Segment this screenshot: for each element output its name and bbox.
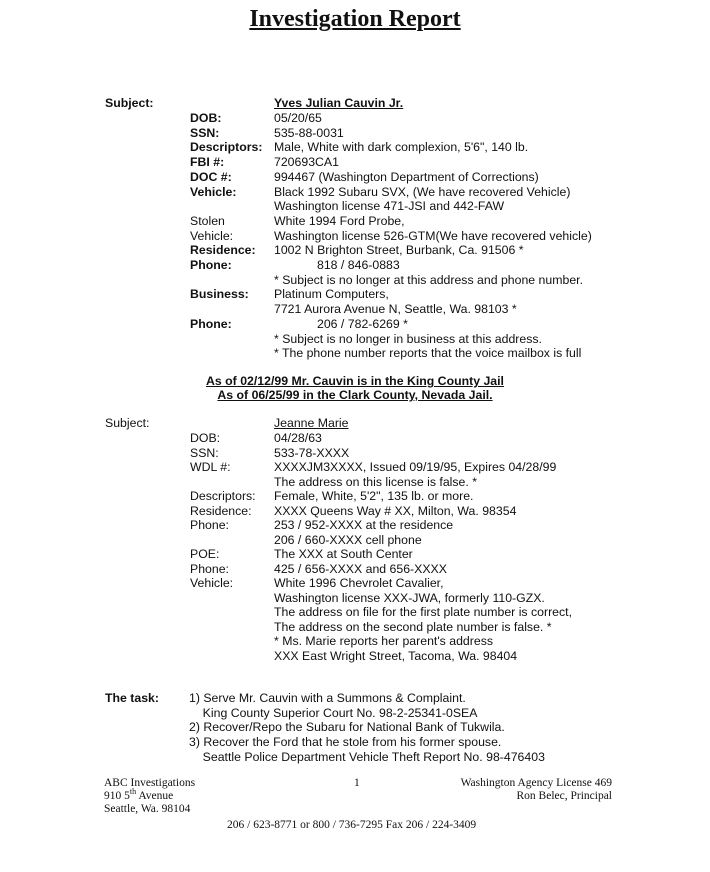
subject2-field-value: 533-78-XXXX — [274, 445, 350, 460]
subject2-field-value: The address on the second plate number is false. * — [274, 619, 552, 634]
subject1-field-value: 818 / 846-0883 — [317, 258, 400, 272]
footer-license: Washington Agency License 469 — [460, 777, 612, 789]
subject1-field-value: * Subject is no longer in business at this address. — [274, 331, 542, 346]
task-label: The task: — [105, 691, 159, 705]
subject2-field-value: Washington license XXX-JWA, formerly 110-GZX. — [274, 590, 545, 605]
footer-street — [104, 787, 174, 803]
subject2-field-label: Residence: — [190, 503, 252, 518]
footer-street-sup: th — [129, 787, 137, 797]
subject1-field-label: Business: — [190, 287, 249, 302]
subject1-field-value: 535-88-0031 — [274, 125, 344, 140]
subject2-field-value: 04/28/63 — [274, 431, 322, 445]
subject2-field-label: Phone: — [190, 518, 229, 532]
subject-label: Subject: — [105, 96, 154, 110]
report-title: Investigation Report — [249, 6, 461, 32]
subject1-field-label: FBI #: — [190, 155, 225, 170]
task-item: Seattle Police Department Vehicle Theft Report No. 98-476403 — [189, 749, 545, 764]
footer-page-number: 1 — [354, 777, 360, 789]
subject2-field-value: 425 / 656-XXXX and 656-XXXX — [274, 561, 447, 576]
subject2-field-value: 253 / 952-XXXX at the residence — [274, 518, 454, 532]
subject1-field-label: DOC #: — [190, 169, 232, 184]
jail-note-2: As of 06/25/99 in the Clark County, Nevada Jail. — [217, 388, 493, 402]
task-item: King County Superior Court No. 98-2-25341-0SEA — [189, 705, 478, 720]
subject2-field-label: POE: — [190, 547, 220, 561]
subject1-field-value: 1002 N Brighton Street, Burbank, Ca. 91506 * — [274, 243, 524, 258]
subject1-field-value: Platinum Computers, — [274, 287, 389, 302]
subject2-field-value: The address on file for the first plate number is correct, — [274, 605, 572, 619]
footer-street-num: 910 5 — [104, 790, 130, 802]
subject1-field-label: Residence: — [190, 243, 256, 258]
subject2-field-label: Vehicle: — [190, 576, 234, 590]
subject1-field-value: * The phone number reports that the voice mailbox is full — [274, 346, 582, 361]
subject2-field-value: White 1996 Chevrolet Cavalier, — [274, 576, 444, 590]
footer-street-rest: Avenue — [136, 790, 174, 802]
subject1-field-label: Stolen — [190, 213, 225, 228]
subject2-field-value: XXXX Queens Way # XX, Milton, Wa. 98354 — [274, 503, 517, 518]
subject1-field-value: 05/20/65 — [274, 111, 322, 125]
subject1-field-label: Phone: — [190, 258, 232, 272]
subject1-field-label: DOB: — [190, 111, 222, 125]
subject1-field-value: 7721 Aurora Avenue N, Seattle, Wa. 98103 * — [274, 302, 517, 317]
subject1-field-label: Vehicle: — [190, 184, 237, 199]
subject1-field-label: Phone: — [190, 316, 232, 331]
subject2-field-label: SSN: — [190, 445, 219, 460]
subject2-field-value: The address on this license is false. * — [274, 474, 478, 489]
task-item: 1) Serve Mr. Cauvin with a Summons & Complaint. — [189, 691, 466, 705]
subject1-field-value: Washington license 471-JSI and 442-FAW — [274, 199, 505, 214]
subject1-name: Yves Julian Cauvin Jr. — [274, 96, 404, 110]
subject1-field-value: Male, White with dark complexion, 5'6", 140 lb. — [274, 140, 529, 155]
subject1-field-value: Washington license 526-GTM(We have recovered vehicle) — [274, 228, 592, 243]
subject1-field-label: Descriptors: — [190, 140, 263, 155]
subject2-field-value: 206 / 660-XXXX cell phone — [274, 532, 422, 547]
subject1-field-value: 994467 (Washington Department of Corrections) — [274, 169, 539, 184]
subject1-field-label: Vehicle: — [190, 228, 234, 243]
subject1-field-label: SSN: — [190, 125, 220, 140]
subject2-field-label: DOB: — [190, 431, 221, 445]
subject1-field-value: * Subject is no longer at this address and phone number. — [274, 272, 583, 287]
subject2-field-label: Descriptors: — [190, 489, 256, 503]
subject2-field-value: The XXX at South Center — [274, 547, 413, 561]
subject2-label: Subject: — [105, 416, 150, 430]
footer-principal: Ron Belec, Principal — [516, 790, 612, 802]
jail-note-1: As of 02/12/99 Mr. Cauvin is in the King County Jail — [206, 374, 504, 388]
subject2-field-value: XXXXJM3XXXX, Issued 09/19/95, Expires 04/28/99 — [274, 460, 557, 474]
task-item: 2) Recover/Repo the Subaru for National Bank of Tukwila. — [189, 720, 505, 735]
footer-phones: 206 / 623-8771 or 800 / 736-7295 Fax 206 / 224-3409 — [227, 819, 477, 831]
subject1-field-value: 206 / 782-6269 * — [317, 316, 408, 331]
subject2-name: Jeanne Marie — [274, 416, 349, 430]
footer-city: Seattle, Wa. 98104 — [104, 803, 191, 815]
subject2-field-value: XXX East Wright Street, Tacoma, Wa. 98404 — [274, 648, 518, 663]
subject2-field-value: * Ms. Marie reports her parent's address — [274, 634, 493, 648]
subject1-field-value: Black 1992 Subaru SVX, (We have recovered Vehicle) — [274, 184, 571, 199]
subject2-field-label: Phone: — [190, 561, 229, 576]
subject1-field-value: White 1994 Ford Probe, — [274, 213, 405, 228]
footer-company: ABC Investigations — [104, 777, 196, 789]
task-item: 3) Recover the Ford that he stole from his former spouse. — [189, 735, 502, 750]
subject2-field-value: Female, White, 5'2", 135 lb. or more. — [274, 489, 474, 503]
subject2-field-label: WDL #: — [190, 460, 231, 474]
subject1-field-value: 720693CA1 — [274, 155, 339, 170]
